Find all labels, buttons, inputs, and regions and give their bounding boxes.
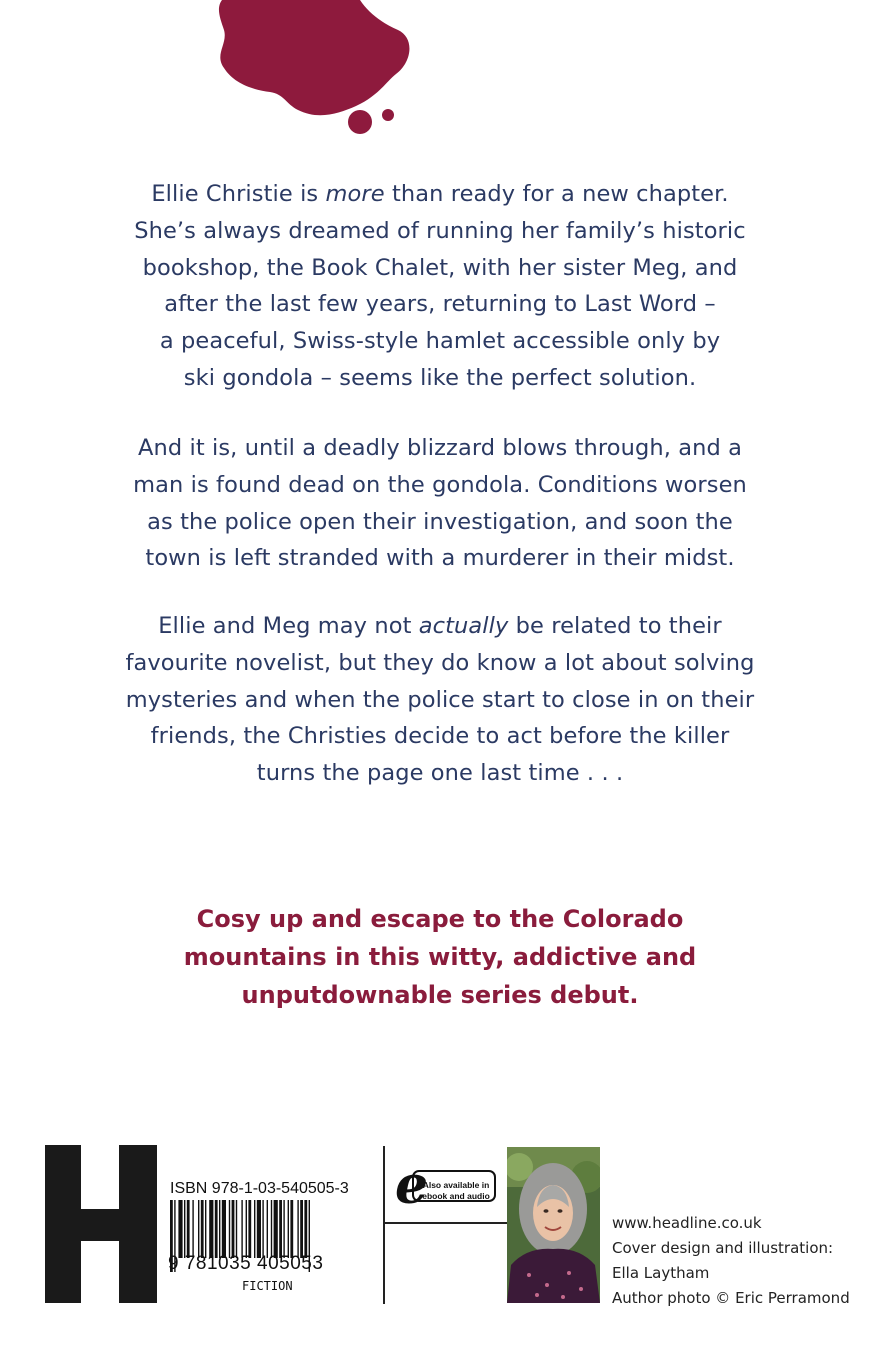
- tagline: Cosy up and escape to the Colorado mountains in this witty, addictive and unputdownable series debut.: [183, 905, 697, 1009]
- blurb-paragraph-1: Ellie Christie is more than ready for a new chapter. She’s always dreamed of running her family’s historic bookshop, the Book Chalet, with her sister Meg, and after the last few years, returning to Last Word – a peaceful, Swiss-style hamlet accessible only by ski gondola – seems like the perfect solution.: [134, 181, 746, 391]
- divider-vertical: [383, 1146, 385, 1304]
- ebook-badge-text: Also available in ebook and audio: [422, 1180, 490, 1201]
- blood-splatter-graphic: [210, 0, 430, 140]
- author-photo: [507, 1147, 600, 1303]
- cover-designer: Ella Laytham: [612, 1264, 710, 1282]
- cover-design-label: Cover design and illustration:: [612, 1239, 834, 1257]
- genre-label: FICTION: [242, 1279, 293, 1293]
- blurb-paragraph-2: And it is, until a deadly blizzard blows through, and a man is found dead on the gondola. Conditions worsen as the police open their investigation, and soon the town is left stranded with a murderer in their midst.: [133, 435, 747, 572]
- isbn-label: ISBN 978-1-03-540505-3: [170, 1180, 349, 1197]
- headline-h-logo: [45, 1145, 157, 1303]
- barcode-number: 9 781035 405053: [168, 1253, 324, 1274]
- divider-horizontal: [384, 1222, 508, 1224]
- blurb-paragraph-3: Ellie and Meg may not actually be related to their favourite novelist, but they do know a lot about solving mysteries and when the police start to close in on their friends, the Christies decide to act before the killer turns the page one last time . . .: [125, 613, 755, 787]
- author-photo-credit: Author photo © Eric Perramond: [612, 1289, 850, 1307]
- svg-text:e: e: [395, 1155, 429, 1211]
- credits: [612, 1211, 850, 1311]
- publisher-website: www.headline.co.uk: [612, 1214, 762, 1232]
